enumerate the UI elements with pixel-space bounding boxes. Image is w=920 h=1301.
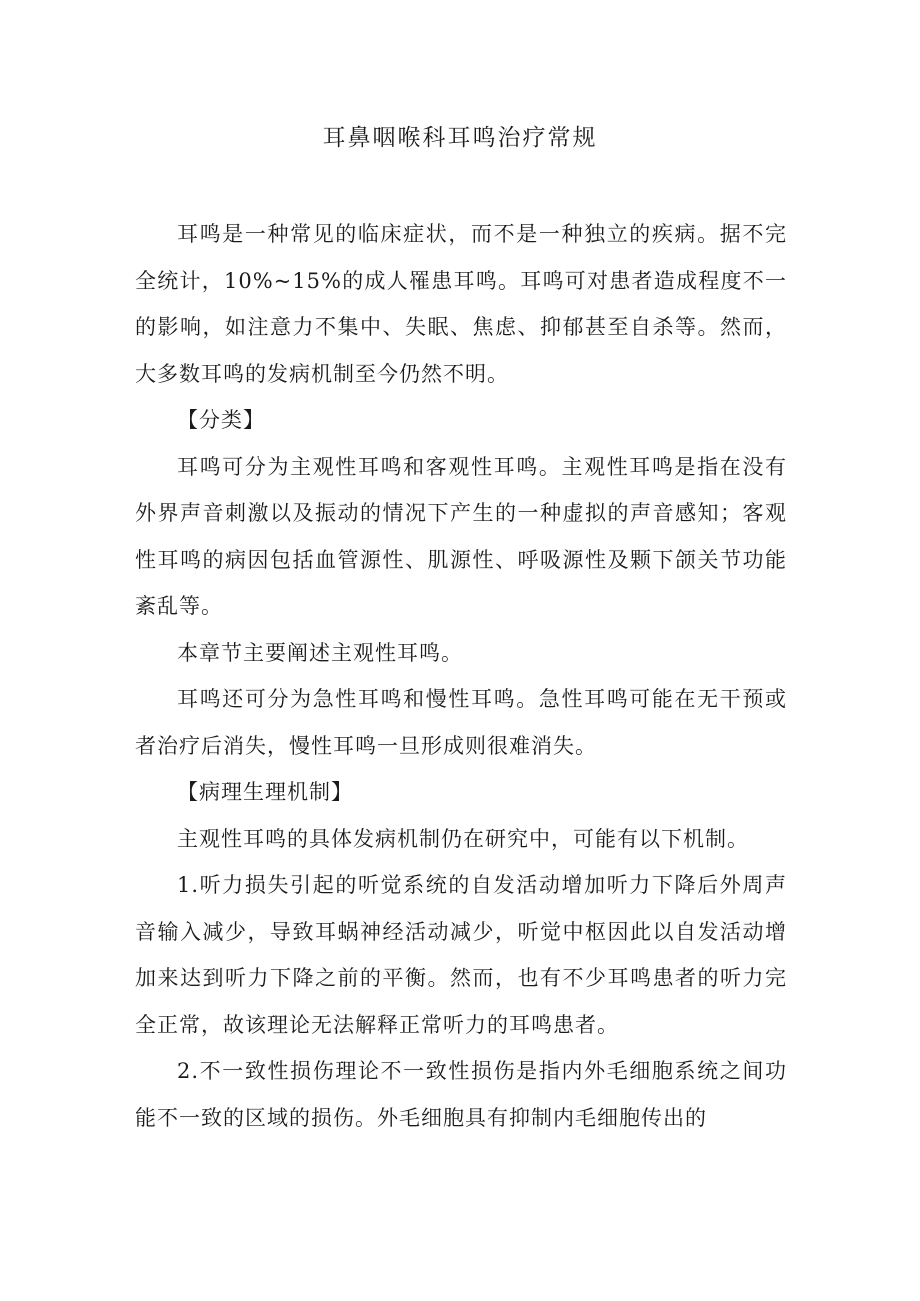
paragraph-intro: 耳鸣是一种常见的临床症状，而不是一种独立的疾病。据不完全统计，10%~15%的成人罹患耳鸣。耳鸣可对患者造成程度不一的影响，如注意力不集中、失眠、焦虑、抑郁甚至自杀等。然而，大多数耳鸣的发病机制至今仍然不明。 [135, 222, 787, 386]
paragraph-acute-chronic: 耳鸣还可分为急性耳鸣和慢性耳鸣。急性耳鸣可能在无干预或者治疗后消失，慢性耳鸣一旦形成则很难消失。 [135, 687, 787, 758]
document-body [135, 211, 787, 1141]
section-heading-pathophysiology: 【病理生理机制】 [177, 780, 353, 804]
paragraph-mechanism-1: 1.听力损失引起的听觉系统的自发活动增加听力下降后外周声音输入减少，导致耳蜗神经活动减少，听觉中枢因此以自发活动增加来达到听力下降之前的平衡。然而，也有不少耳鸣患者的听力完全正常，故该理论无法解释正常听力的耳鸣患者。 [135, 873, 787, 1037]
paragraph-scope: 本章节主要阐述主观性耳鸣。 [177, 640, 463, 665]
paragraph-mechanism-2: 2.不一致性损伤理论不一致性损伤是指内外毛细胞系统之间功能不一致的区域的损伤。外毛细胞具有抑制内毛细胞传出的 [135, 1059, 787, 1130]
section-heading-classification: 【分类】 [177, 408, 265, 432]
paragraph-mechanism-intro: 主观性耳鸣的具体发病机制仍在研究中，可能有以下机制。 [177, 826, 749, 851]
paragraph-classification: 耳鸣可分为主观性耳鸣和客观性耳鸣。主观性耳鸣是指在没有外界声音刺激以及振动的情况下产生的一种虚拟的声音感知；客观性耳鸣的病因包括血管源性、肌源性、呼吸源性及颗下颌关节功能紊乱等。 [135, 454, 787, 618]
document-title: 耳鼻咽喉科耳鸣治疗常规 [322, 125, 598, 151]
